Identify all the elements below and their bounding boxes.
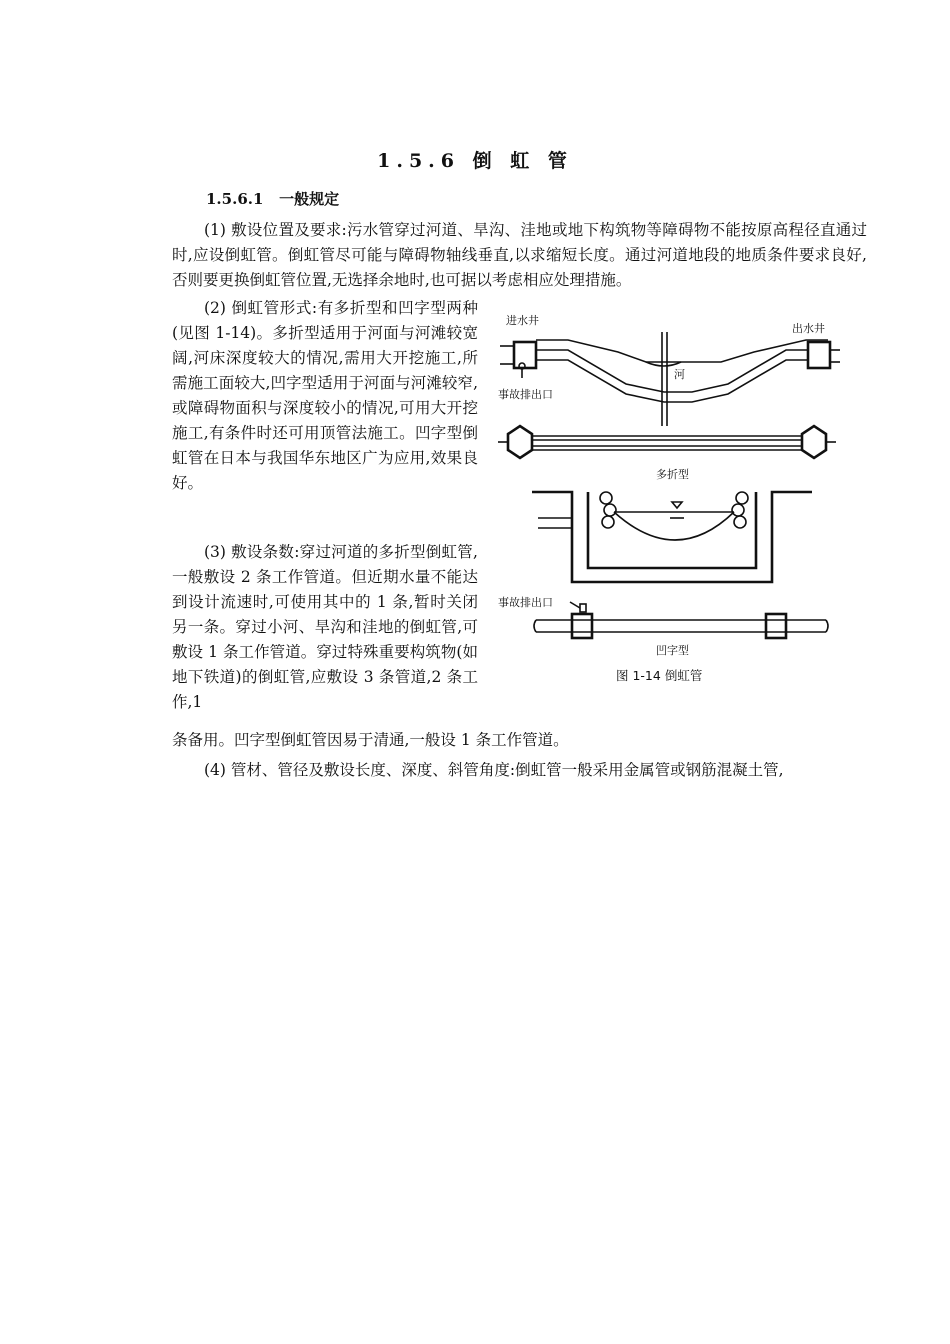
concave-plan	[498, 595, 828, 657]
emergency-outlet-bottom-label: 事故排出口	[498, 596, 553, 609]
emergency-outlet-top-label: 事故排出口	[498, 388, 553, 401]
concave-plan-pipe-end	[534, 620, 536, 632]
figure-caption: 图 1-14 倒虹管	[616, 668, 703, 683]
figure-inverted-siphon	[496, 306, 876, 706]
section-number: 1.5.6	[377, 150, 461, 172]
outlet-well-label: 出水井	[792, 322, 825, 335]
multi-fold-profile	[498, 313, 840, 426]
inlet-well-label: 进水井	[506, 314, 539, 327]
type-multi-fold-label: 多折型	[656, 468, 689, 481]
rock-shape	[600, 492, 612, 504]
section-heading	[0, 146, 950, 173]
subsection-heading	[206, 188, 339, 209]
concave-plan-outlet-well	[766, 614, 786, 638]
subsection-title: 一般规定	[279, 190, 340, 208]
paragraph-1: (1) 敷设位置及要求:污水管穿过河道、旱沟、洼地或地下构筑物等障碍物不能按原高程径直通过时,应设倒虹管。倒虹管尽可能与障碍物轴线垂直,以求缩短长度。通过河道地段的地质条件要求良好,否则要更换倒虹管位置,无选择余地时,也可据以考虑相应处理措施。	[172, 221, 867, 289]
paragraph-3-continued: 条备用。凹字型倒虹管因易于清通,一般设 1 条工作管道。	[172, 731, 569, 749]
river-label: 河	[674, 368, 685, 381]
rock-shape	[734, 516, 746, 528]
pipe-lower-line	[536, 360, 808, 402]
plan-outlet-well	[802, 426, 826, 458]
concave-plan-inlet-well	[572, 614, 592, 638]
rock-shape	[736, 492, 748, 504]
figure-drawing	[496, 306, 876, 706]
rock-shape	[602, 516, 614, 528]
concave-plan-pipe-end-right	[826, 620, 828, 632]
type-concave-label: 凹字型	[656, 644, 689, 657]
rock-shape	[604, 504, 616, 516]
section-title: 倒 虹 管	[472, 150, 573, 172]
concave-inner-line	[588, 492, 756, 568]
multi-fold-plan	[498, 426, 836, 481]
plan-inlet-well	[508, 426, 532, 458]
outlet-well-shape	[808, 342, 830, 368]
emergency-outlet-leader	[570, 602, 580, 608]
subsection-number: 1.5.6.1	[206, 190, 264, 208]
paragraph-3: (3) 敷设条数:穿过河道的多折型倒虹管,一般敷设 2 条工作管道。但近期水量不能达到设计流速时,可使用其中的 1 条,暂时关闭另一条。穿过小河、旱沟和洼地的倒虹管,可敷设 1 条工作管道。穿过特殊重要构筑物(如地下铁道)的倒虹管,应敷设 3 条管道,2 条工作,1	[172, 543, 478, 711]
concave-profile	[532, 492, 812, 582]
paragraph-4: (4) 管材、管径及敷设长度、深度、斜管角度:倒虹管一般采用金属管或钢筋混凝土管,	[204, 761, 784, 779]
concave-river-bed	[614, 512, 734, 540]
water-level-mark	[672, 502, 682, 508]
rock-shape	[732, 504, 744, 516]
paragraph-2: (2) 倒虹管形式:有多折型和凹字型两种(见图 1-14)。多折型适用于河面与河滩较宽阔,河床深度较大的情况,需用大开挖施工,所需施工面较大,凹字型适用于河面与河滩较窄,或障碍物面积与深度较小的情况,可用大开挖施工,有条件时还可用顶管法施工。凹字型倒虹管在日本与我国华东地区广为应用,效果良好。	[172, 299, 478, 492]
concave-emergency-outlet	[580, 604, 586, 612]
